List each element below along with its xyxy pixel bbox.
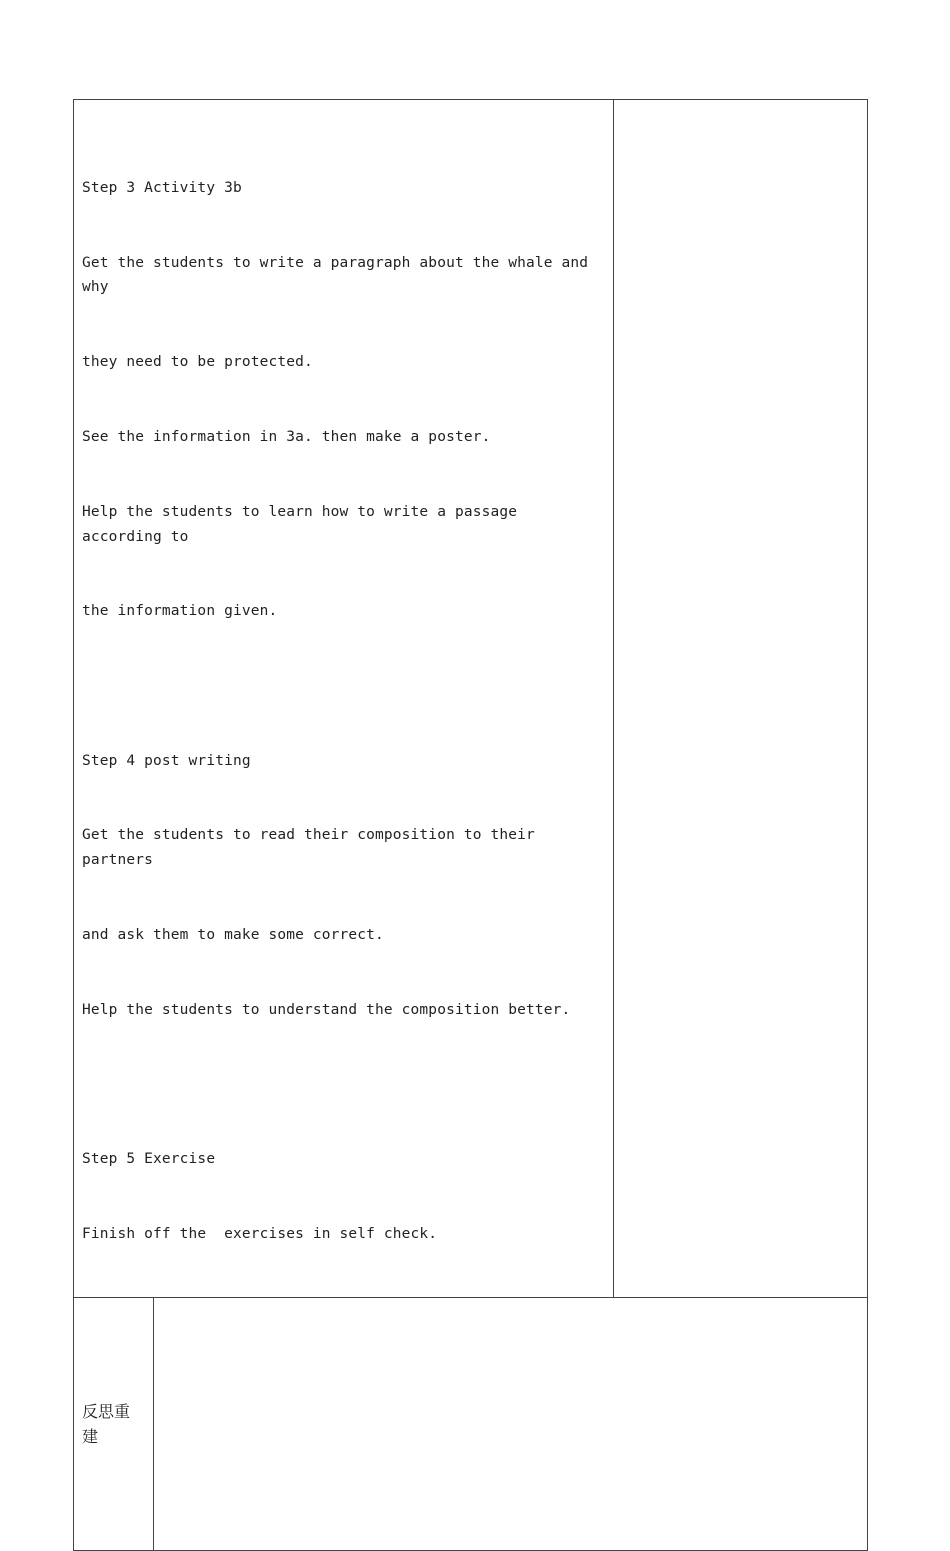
step-line: See the information in 3a. then make a poster.	[82, 428, 491, 445]
step-line: Finish off the exercises in self check.	[82, 1225, 438, 1242]
lesson-plan-table	[73, 99, 868, 1551]
step-line: Help the students to understand the composition better.	[82, 1001, 571, 1018]
reflection-content-cell	[154, 1297, 868, 1550]
step-line: they need to be protected.	[82, 354, 313, 371]
step-line: Help the students to learn how to write a passage according to	[82, 503, 526, 545]
step-line: and ask them to make some correct.	[82, 926, 384, 943]
step-line: Get the students to write a paragraph about the whale and why	[82, 254, 598, 296]
step-line: Step 5 Exercise	[82, 1151, 216, 1168]
step-line: Step 4 post writing	[82, 752, 251, 769]
reflection-row	[74, 1297, 868, 1550]
notes-cell	[614, 100, 868, 1298]
steps-row	[74, 100, 868, 1298]
reflection-label-cell	[74, 1297, 154, 1550]
step-line: Get the students to read their composition to their partners	[82, 827, 544, 869]
step-line	[82, 674, 605, 699]
step-line	[82, 1072, 605, 1097]
reflection-label: 反思重建	[82, 1401, 131, 1446]
step-line: Step 3 Activity 3b	[82, 179, 242, 196]
steps-content	[74, 100, 613, 1297]
step-line: the information given.	[82, 603, 278, 620]
steps-cell	[74, 100, 614, 1298]
